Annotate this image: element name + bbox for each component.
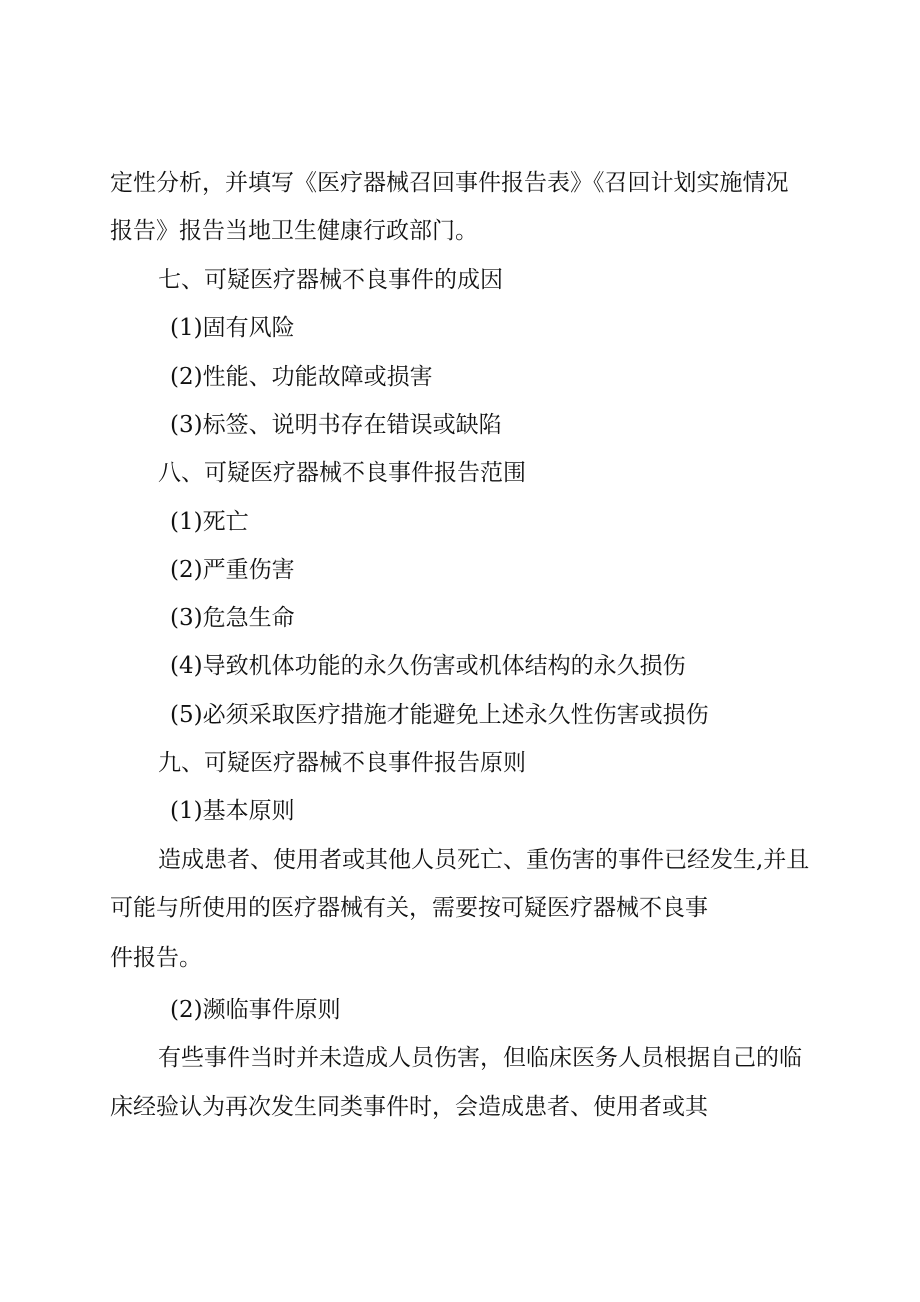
list-item: (2)严重伤害 — [170, 557, 295, 583]
list-item: (1)固有风险 — [170, 315, 295, 341]
list-item: (5)必须采取医疗措施才能避免上述永久性伤害或损伤 — [170, 702, 709, 728]
paragraph-line: 可能与所使用的医疗器械有关，需要按可疑医疗器械不良事 — [110, 895, 708, 921]
list-item: (2)性能、功能故障或损害 — [170, 364, 433, 390]
list-item: (2)濒临事件原则 — [170, 997, 341, 1023]
list-item: (3)标签、说明书存在错误或缺陷 — [170, 412, 502, 438]
paragraph-line: 造成患者、使用者或其他人员死亡、重伤害的事件已经发生,并且 — [158, 847, 810, 873]
section-heading: 七、可疑医疗器械不良事件的成因 — [158, 267, 503, 293]
paragraph-line: 床经验认为再次发生同类事件时，会造成患者、使用者或其 — [110, 1094, 708, 1120]
list-item: (1)基本原则 — [170, 798, 295, 824]
section-heading: 九、可疑医疗器械不良事件报告原则 — [158, 750, 526, 776]
text-line: 报告》报告当地卫生健康行政部门。 — [110, 218, 478, 244]
list-item: (3)危急生命 — [170, 605, 295, 631]
paragraph-line: 有些事件当时并未造成人员伤害，但临床医务人员根据自己的临 — [158, 1045, 802, 1071]
list-item: (1)死亡 — [170, 509, 249, 535]
paragraph-line: 件报告。 — [110, 945, 202, 971]
section-heading: 八、可疑医疗器械不良事件报告范围 — [158, 460, 526, 486]
text-line: 定性分析，并填写《医疗器械召回事件报告表》《召回计划实施情况 — [110, 170, 789, 196]
list-item: (4)导致机体功能的永久伤害或机体结构的永久损伤 — [170, 653, 686, 679]
